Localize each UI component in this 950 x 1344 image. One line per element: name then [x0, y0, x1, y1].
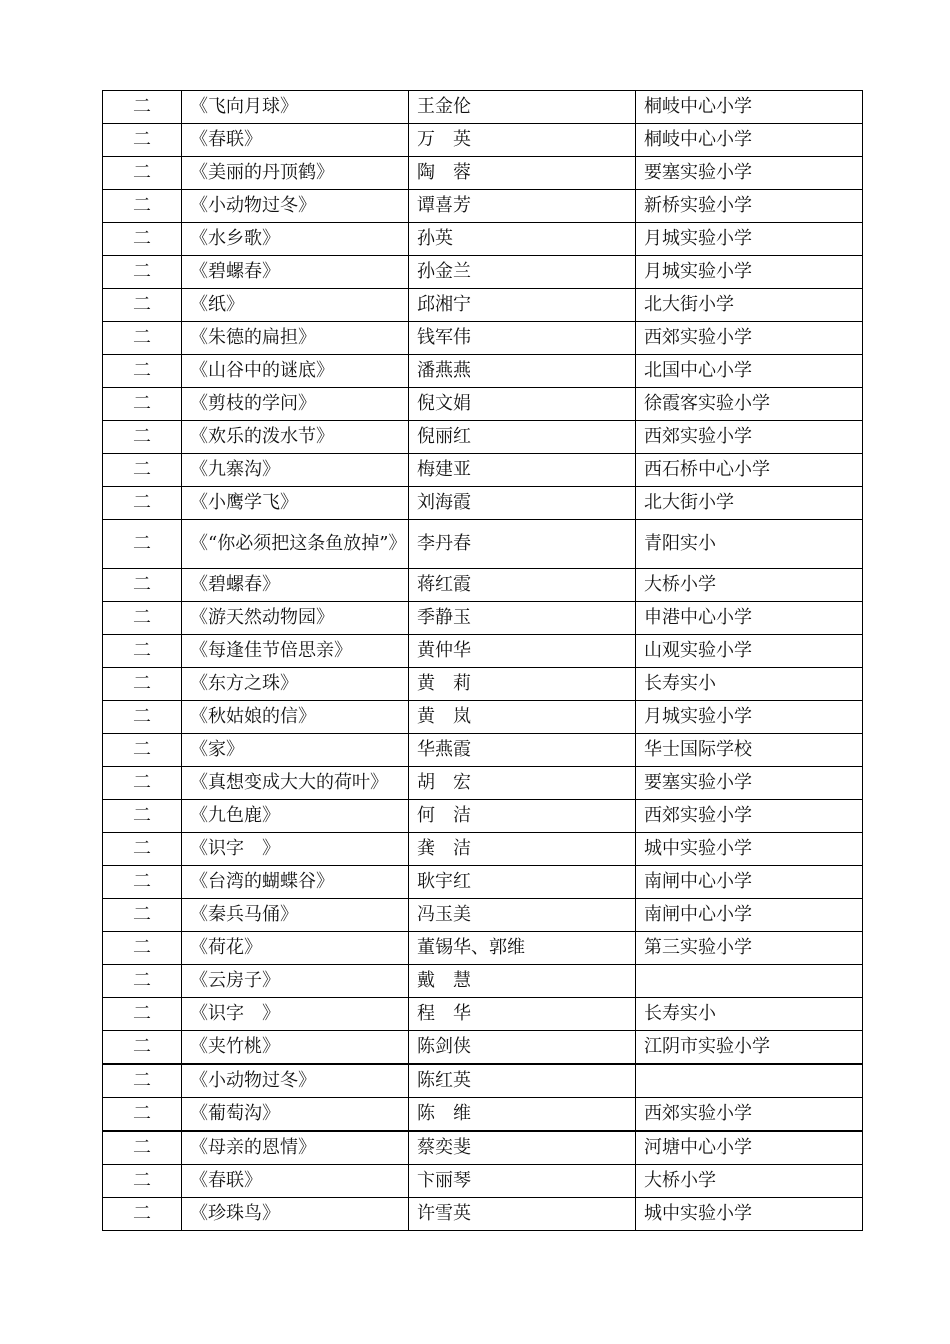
- teacher-cell: 钱军伟: [409, 322, 636, 355]
- grade-cell: 二: [103, 388, 182, 421]
- teacher-cell: 戴 慧: [409, 965, 636, 998]
- teacher-cell: 陈红英: [409, 1064, 636, 1098]
- school-cell: 桐岐中心小学: [636, 91, 863, 124]
- table-row: [103, 1098, 863, 1132]
- table-row: [103, 157, 863, 190]
- table-row: [103, 520, 863, 569]
- table-row: [103, 487, 863, 520]
- teacher-cell: 王金伦: [409, 91, 636, 124]
- grade-cell: 二: [103, 800, 182, 833]
- school-cell: 西郊实验小学: [636, 421, 863, 454]
- table-row: [103, 800, 863, 833]
- table-row: [103, 668, 863, 701]
- teacher-cell: 龚 洁: [409, 833, 636, 866]
- lesson-title-cell: 《春联》: [182, 124, 409, 157]
- table-row: [103, 289, 863, 322]
- school-cell: 长寿实小: [636, 668, 863, 701]
- grade-cell: 二: [103, 520, 182, 569]
- teacher-cell: 谭喜芳: [409, 190, 636, 223]
- lesson-title-cell: 《台湾的蝴蝶谷》: [182, 866, 409, 899]
- school-cell: 河塘中心小学: [636, 1131, 863, 1165]
- lesson-title-cell: 《家》: [182, 734, 409, 767]
- grade-cell: 二: [103, 965, 182, 998]
- teacher-cell: 程 华: [409, 998, 636, 1031]
- lesson-title-cell: 《东方之珠》: [182, 668, 409, 701]
- teacher-cell: 刘海霞: [409, 487, 636, 520]
- lesson-title-cell: 《识字 》: [182, 833, 409, 866]
- lesson-title-cell: 《碧螺春》: [182, 569, 409, 602]
- grade-cell: 二: [103, 223, 182, 256]
- school-cell: 要塞实验小学: [636, 157, 863, 190]
- table-row: [103, 190, 863, 223]
- grade-cell: 二: [103, 1198, 182, 1231]
- teacher-cell: 华燕霞: [409, 734, 636, 767]
- grade-cell: 二: [103, 289, 182, 322]
- teacher-cell: 耿宇红: [409, 866, 636, 899]
- teacher-cell: 许雪英: [409, 1198, 636, 1231]
- lesson-title-cell: 《小鹰学飞》: [182, 487, 409, 520]
- grade-cell: 二: [103, 767, 182, 800]
- table-row: [103, 734, 863, 767]
- lesson-title-cell: 《九色鹿》: [182, 800, 409, 833]
- lesson-title-cell: 《每逢佳节倍思亲》: [182, 635, 409, 668]
- teacher-cell: 陶 蓉: [409, 157, 636, 190]
- school-cell: 大桥小学: [636, 569, 863, 602]
- lesson-title-cell: 《母亲的恩情》: [182, 1131, 409, 1165]
- grade-cell: 二: [103, 256, 182, 289]
- grade-cell: 二: [103, 1031, 182, 1065]
- table-row: [103, 899, 863, 932]
- teacher-cell: 李丹春: [409, 520, 636, 569]
- school-cell: 申港中心小学: [636, 602, 863, 635]
- teacher-cell: 陈 维: [409, 1098, 636, 1132]
- school-cell: 要塞实验小学: [636, 767, 863, 800]
- table-row: [103, 965, 863, 998]
- school-cell: 城中实验小学: [636, 833, 863, 866]
- table-row: [103, 602, 863, 635]
- lesson-title-cell: 《小动物过冬》: [182, 1064, 409, 1098]
- table-row: [103, 998, 863, 1031]
- school-cell: 第三实验小学: [636, 932, 863, 965]
- teacher-cell: 何 洁: [409, 800, 636, 833]
- grade-cell: 二: [103, 932, 182, 965]
- table-row: [103, 701, 863, 734]
- teacher-cell: 季静玉: [409, 602, 636, 635]
- table-row: [103, 421, 863, 454]
- school-cell: [636, 965, 863, 998]
- teacher-cell: 孙英: [409, 223, 636, 256]
- teacher-cell: 倪丽红: [409, 421, 636, 454]
- school-cell: 月城实验小学: [636, 223, 863, 256]
- school-cell: 西郊实验小学: [636, 322, 863, 355]
- school-cell: 北大街小学: [636, 487, 863, 520]
- school-cell: 城中实验小学: [636, 1198, 863, 1231]
- grade-cell: 二: [103, 866, 182, 899]
- grade-cell: 二: [103, 899, 182, 932]
- teacher-cell: 梅建亚: [409, 454, 636, 487]
- lesson-title-cell: 《剪枝的学问》: [182, 388, 409, 421]
- school-cell: 西石桥中心小学: [636, 454, 863, 487]
- lesson-title-cell: 《夹竹桃》: [182, 1031, 409, 1065]
- grade-cell: 二: [103, 322, 182, 355]
- table-row: [103, 569, 863, 602]
- grade-cell: 二: [103, 569, 182, 602]
- grade-cell: 二: [103, 91, 182, 124]
- table-row: [103, 1198, 863, 1231]
- grade-cell: 二: [103, 1064, 182, 1098]
- school-cell: 新桥实验小学: [636, 190, 863, 223]
- table-row: [103, 256, 863, 289]
- lesson-title-cell: 《水乡歌》: [182, 223, 409, 256]
- grade-cell: 二: [103, 487, 182, 520]
- table-row: [103, 454, 863, 487]
- table-row: [103, 866, 863, 899]
- teacher-cell: 潘燕燕: [409, 355, 636, 388]
- lesson-title-cell: 《碧螺春》: [182, 256, 409, 289]
- grade-cell: 二: [103, 1131, 182, 1165]
- school-cell: 长寿实小: [636, 998, 863, 1031]
- school-cell: 月城实验小学: [636, 256, 863, 289]
- teacher-cell: 蔡奕斐: [409, 1131, 636, 1165]
- grade-cell: 二: [103, 190, 182, 223]
- table-row: [103, 124, 863, 157]
- lesson-title-cell: 《荷花》: [182, 932, 409, 965]
- grade-cell: 二: [103, 833, 182, 866]
- table-row: [103, 1131, 863, 1165]
- grade-cell: 二: [103, 1165, 182, 1198]
- lesson-title-cell: 《朱德的扁担》: [182, 322, 409, 355]
- lesson-title-cell: 《欢乐的泼水节》: [182, 421, 409, 454]
- school-cell: 徐霞客实验小学: [636, 388, 863, 421]
- lesson-title-cell: 《小动物过冬》: [182, 190, 409, 223]
- lesson-title-cell: 《珍珠鸟》: [182, 1198, 409, 1231]
- lesson-title-cell: 《飞向月球》: [182, 91, 409, 124]
- lesson-title-cell: 《识字 》: [182, 998, 409, 1031]
- school-cell: 月城实验小学: [636, 701, 863, 734]
- teacher-cell: 万 英: [409, 124, 636, 157]
- grade-cell: 二: [103, 421, 182, 454]
- grade-cell: 二: [103, 124, 182, 157]
- grade-cell: 二: [103, 1098, 182, 1132]
- table-row: [103, 388, 863, 421]
- grade-cell: 二: [103, 635, 182, 668]
- teacher-cell: 黄仲华: [409, 635, 636, 668]
- lesson-title-cell: 《九寨沟》: [182, 454, 409, 487]
- teacher-cell: 董锡华、郭维: [409, 932, 636, 965]
- table-row: [103, 1031, 863, 1065]
- lesson-title-cell: 《云房子》: [182, 965, 409, 998]
- table-row: [103, 1165, 863, 1198]
- teacher-cell: 冯玉美: [409, 899, 636, 932]
- school-cell: 南闸中心小学: [636, 866, 863, 899]
- table-row: [103, 355, 863, 388]
- grade-cell: 二: [103, 355, 182, 388]
- lesson-title-cell: 《真想变成大大的荷叶》: [182, 767, 409, 800]
- teacher-cell: 陈剑侠: [409, 1031, 636, 1065]
- lesson-title-cell: 《游天然动物园》: [182, 602, 409, 635]
- grade-cell: 二: [103, 157, 182, 190]
- table-row: [103, 1064, 863, 1098]
- table-row: [103, 322, 863, 355]
- school-cell: 山观实验小学: [636, 635, 863, 668]
- school-cell: 西郊实验小学: [636, 1098, 863, 1132]
- grade-cell: 二: [103, 998, 182, 1031]
- lesson-title-cell: 《秋姑娘的信》: [182, 701, 409, 734]
- lesson-title-cell: 《山谷中的谜底》: [182, 355, 409, 388]
- grade-cell: 二: [103, 668, 182, 701]
- school-cell: 大桥小学: [636, 1165, 863, 1198]
- teacher-cell: 倪文娟: [409, 388, 636, 421]
- teacher-cell: 卞丽琴: [409, 1165, 636, 1198]
- table-row: [103, 91, 863, 124]
- lesson-title-cell: 《秦兵马俑》: [182, 899, 409, 932]
- teacher-cell: 孙金兰: [409, 256, 636, 289]
- lesson-title-cell: 《美丽的丹顶鹤》: [182, 157, 409, 190]
- lesson-title-cell: 《纸》: [182, 289, 409, 322]
- grade-cell: 二: [103, 602, 182, 635]
- teacher-cell: 蒋红霞: [409, 569, 636, 602]
- school-cell: 江阴市实验小学: [636, 1031, 863, 1065]
- lesson-title-cell: 《葡萄沟》: [182, 1098, 409, 1132]
- school-cell: 西郊实验小学: [636, 800, 863, 833]
- school-cell: 华士国际学校: [636, 734, 863, 767]
- grade-cell: 二: [103, 701, 182, 734]
- school-cell: [636, 1064, 863, 1098]
- table-row: [103, 635, 863, 668]
- lesson-title-cell: 《春联》: [182, 1165, 409, 1198]
- school-cell: 桐岐中心小学: [636, 124, 863, 157]
- teacher-cell: 邱湘宁: [409, 289, 636, 322]
- award-list-table: [102, 90, 863, 1231]
- teacher-cell: 黄 莉: [409, 668, 636, 701]
- table-row: [103, 767, 863, 800]
- table-row: [103, 932, 863, 965]
- teacher-cell: 黄 岚: [409, 701, 636, 734]
- school-cell: 北大街小学: [636, 289, 863, 322]
- table-row: [103, 223, 863, 256]
- teacher-cell: 胡 宏: [409, 767, 636, 800]
- table-body: [103, 91, 863, 1231]
- school-cell: 北国中心小学: [636, 355, 863, 388]
- school-cell: 青阳实小: [636, 520, 863, 569]
- grade-cell: 二: [103, 734, 182, 767]
- school-cell: 南闸中心小学: [636, 899, 863, 932]
- table-row: [103, 833, 863, 866]
- lesson-title-cell: 《“你必须把这条鱼放掉”》: [182, 520, 409, 569]
- grade-cell: 二: [103, 454, 182, 487]
